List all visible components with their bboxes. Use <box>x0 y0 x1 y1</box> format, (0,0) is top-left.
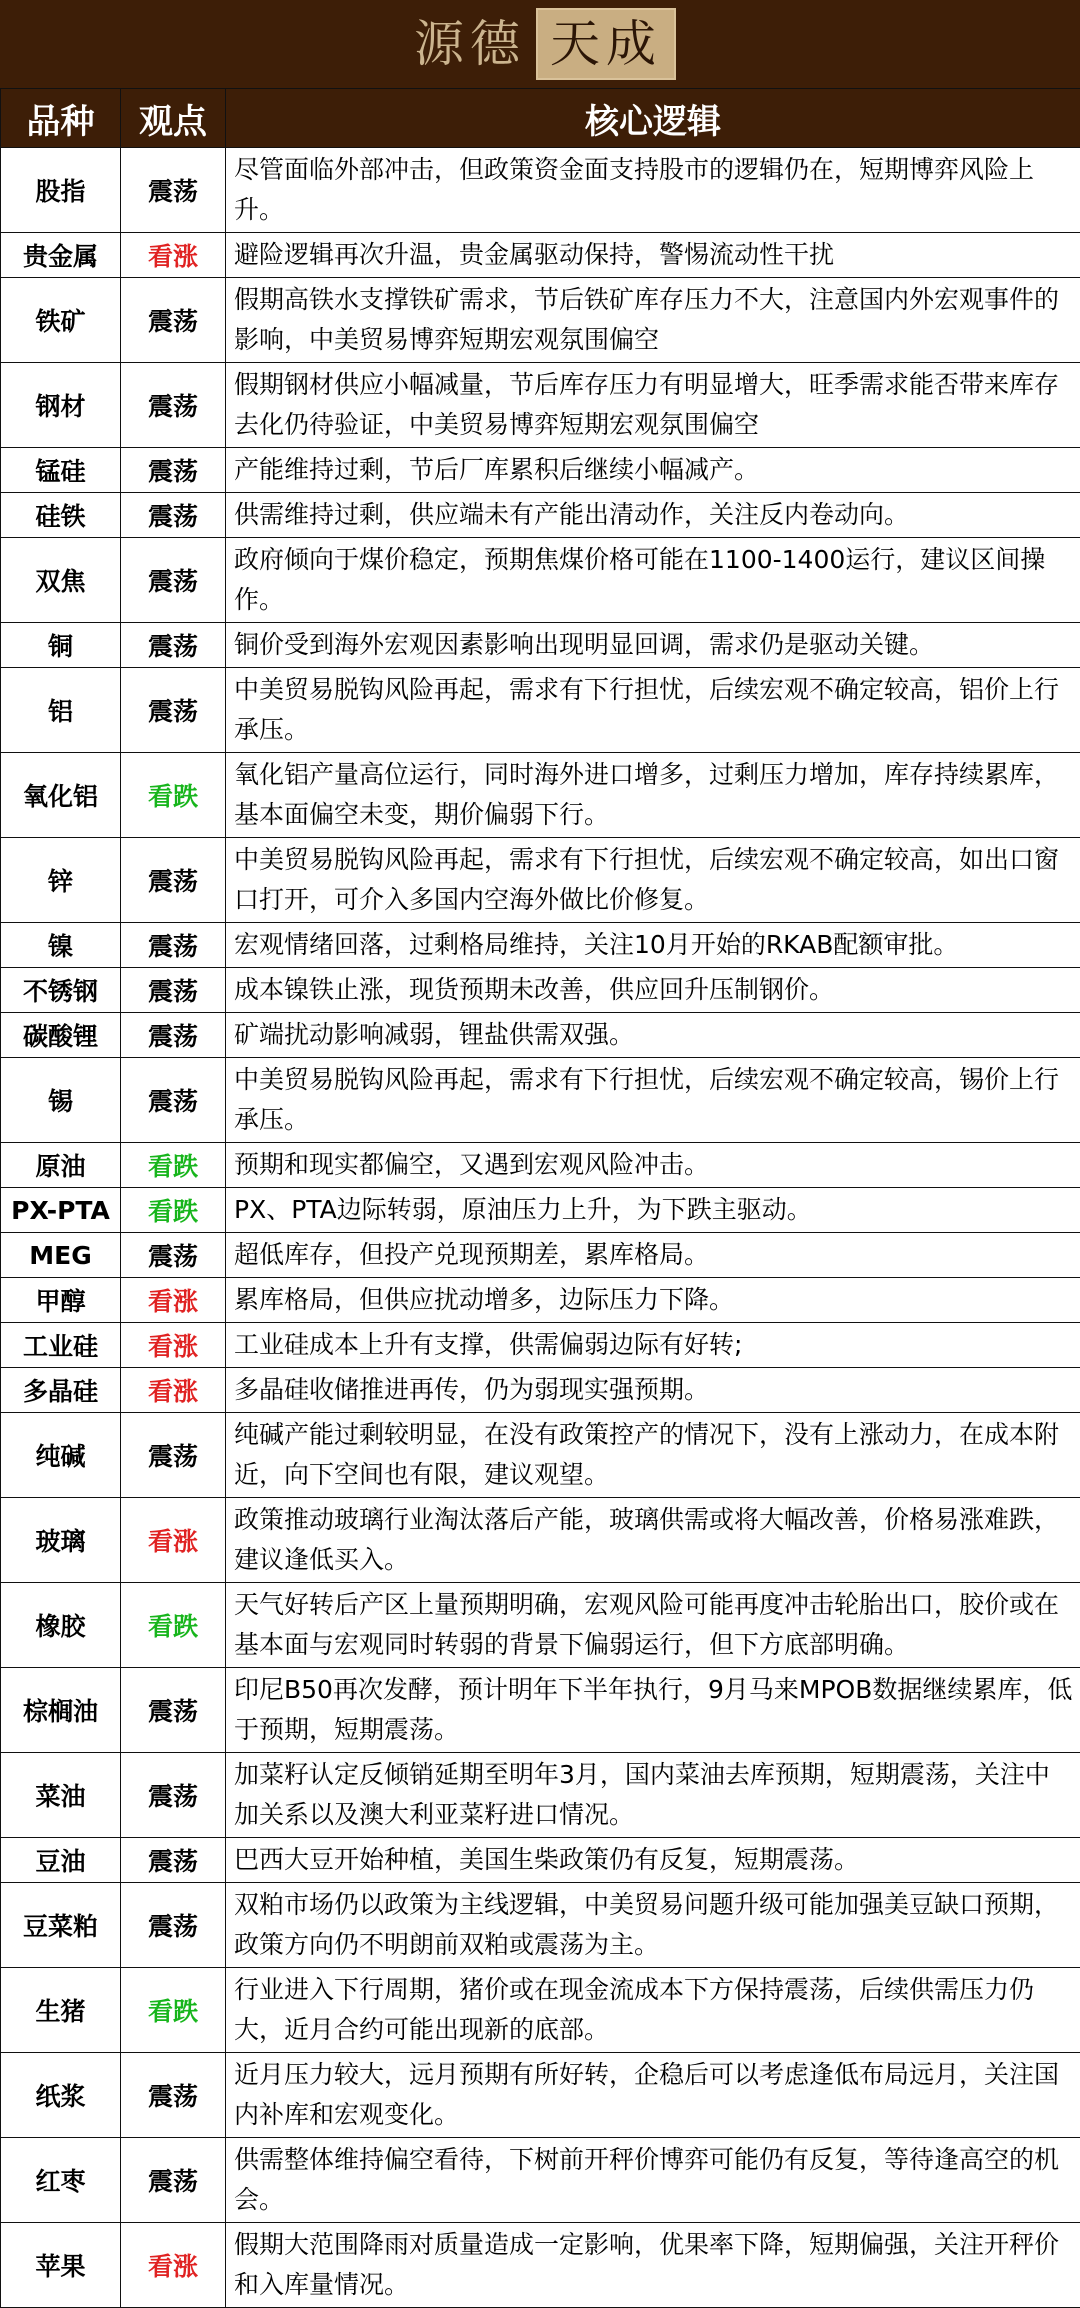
table-row <box>1 1753 1080 1838</box>
commodity-name: 氧化铝 <box>1 753 121 838</box>
commodity-name: 橡胶 <box>1 1583 121 1668</box>
view-badge: 看涨 <box>121 1368 226 1413</box>
core-logic-text: 近月压力较大，远月预期有所好转，企稳后可以考虑逢低布局远月，关注国内补库和宏观变化。 <box>226 2053 1080 2138</box>
view-badge: 看涨 <box>121 233 226 278</box>
table-row <box>1 1968 1080 2053</box>
table-row <box>1 623 1080 668</box>
commodity-name: 甲醇 <box>1 1278 121 1323</box>
core-logic-text: PX、PTA边际转弱，原油压力上升，为下跌主驱动。 <box>226 1188 1080 1233</box>
table-row <box>1 1188 1080 1233</box>
header-name: 品种 <box>1 89 121 148</box>
company-logo <box>404 9 676 79</box>
core-logic-text: 铜价受到海外宏观因素影响出现明显回调，需求仍是驱动关键。 <box>226 623 1080 668</box>
commodity-name: 硅铁 <box>1 493 121 538</box>
commodity-name: 玻璃 <box>1 1498 121 1583</box>
commodity-name: 镍 <box>1 923 121 968</box>
core-logic-text: 印尼B50再次发酵，预计明年下半年执行，9月马来MPOB数据继续累库，低于预期，短期震荡。 <box>226 1668 1080 1753</box>
commodity-name: 纯碱 <box>1 1413 121 1498</box>
commodity-name: 双焦 <box>1 538 121 623</box>
table-row <box>1 148 1080 233</box>
view-badge: 震荡 <box>121 278 226 363</box>
core-logic-text: 假期大范围降雨对质量造成一定影响，优果率下降，短期偏强，关注开秤价和入库量情况。 <box>226 2223 1080 2308</box>
view-badge: 震荡 <box>121 923 226 968</box>
commodity-name: 豆菜粕 <box>1 1883 121 1968</box>
core-logic-text: 双粕市场仍以政策为主线逻辑，中美贸易问题升级可能加强美豆缺口预期，政策方向仍不明朗前双粕或震荡为主。 <box>226 1883 1080 1968</box>
table-row <box>1 1058 1080 1143</box>
core-logic-text: 假期钢材供应小幅减量，节后库存压力有明显增大，旺季需求能否带来库存去化仍待验证，中美贸易博弈短期宏观氛围偏空 <box>226 363 1080 448</box>
core-logic-text: 超低库存，但投产兑现预期差，累库格局。 <box>226 1233 1080 1278</box>
view-badge: 震荡 <box>121 2053 226 2138</box>
commodity-name: 锡 <box>1 1058 121 1143</box>
core-logic-text: 成本镍铁止涨，现货预期未改善，供应回升压制钢价。 <box>226 968 1080 1013</box>
table-row <box>1 1413 1080 1498</box>
core-logic-text: 宏观情绪回落，过剩格局维持，关注10月开始的RKAB配额审批。 <box>226 923 1080 968</box>
table-row <box>1 363 1080 448</box>
view-badge: 看跌 <box>121 753 226 838</box>
core-logic-text: 工业硅成本上升有支撑，供需偏弱边际有好转; <box>226 1323 1080 1368</box>
commodity-views-table <box>0 88 1080 2308</box>
core-logic-text: 矿端扰动影响减弱，锂盐供需双强。 <box>226 1013 1080 1058</box>
table-row <box>1 1883 1080 1968</box>
table-row <box>1 233 1080 278</box>
view-badge: 看涨 <box>121 2223 226 2308</box>
commodity-name: 原油 <box>1 1143 121 1188</box>
view-badge: 看涨 <box>121 1278 226 1323</box>
commodity-name: 红枣 <box>1 2138 121 2223</box>
view-badge: 震荡 <box>121 1058 226 1143</box>
core-logic-text: 产能维持过剩，节后厂库累积后继续小幅减产。 <box>226 448 1080 493</box>
view-badge: 震荡 <box>121 1753 226 1838</box>
core-logic-text: 中美贸易脱钩风险再起，需求有下行担忧，后续宏观不确定较高，锡价上行承压。 <box>226 1058 1080 1143</box>
commodity-name: 生猪 <box>1 1968 121 2053</box>
table-row <box>1 1013 1080 1058</box>
table-row <box>1 1143 1080 1188</box>
table-row <box>1 923 1080 968</box>
commodity-name: 贵金属 <box>1 233 121 278</box>
core-logic-text: 加菜籽认定反倾销延期至明年3月，国内菜油去库预期，短期震荡，关注中加关系以及澳大利亚菜籽进口情况。 <box>226 1753 1080 1838</box>
view-badge: 震荡 <box>121 1413 226 1498</box>
core-logic-text: 中美贸易脱钩风险再起，需求有下行担忧，后续宏观不确定较高，如出口窗口打开，可介入多国内空海外做比价修复。 <box>226 838 1080 923</box>
core-logic-text: 预期和现实都偏空，又遇到宏观风险冲击。 <box>226 1143 1080 1188</box>
commodity-name: 棕榈油 <box>1 1668 121 1753</box>
view-badge: 震荡 <box>121 1838 226 1883</box>
core-logic-text: 供需整体维持偏空看待，下树前开秤价博弈可能仍有反复，等待逢高空的机会。 <box>226 2138 1080 2223</box>
view-badge: 看跌 <box>121 1583 226 1668</box>
core-logic-text: 政府倾向于煤价稳定，预期焦煤价格可能在1100-1400运行，建议区间操作。 <box>226 538 1080 623</box>
header-view: 观点 <box>121 89 226 148</box>
view-badge: 震荡 <box>121 1883 226 1968</box>
table-row <box>1 1583 1080 1668</box>
table-row <box>1 1278 1080 1323</box>
table-row <box>1 2053 1080 2138</box>
core-logic-text: 假期高铁水支撑铁矿需求，节后铁矿库存压力不大，注意国内外宏观事件的影响，中美贸易博弈短期宏观氛围偏空 <box>226 278 1080 363</box>
core-logic-text: 累库格局，但供应扰动增多，边际压力下降。 <box>226 1278 1080 1323</box>
table-row <box>1 1323 1080 1368</box>
commodity-name: 铝 <box>1 668 121 753</box>
commodity-name: PX-PTA <box>1 1188 121 1233</box>
commodity-name: 豆油 <box>1 1838 121 1883</box>
table-row <box>1 1668 1080 1753</box>
commodity-name: 苹果 <box>1 2223 121 2308</box>
commodity-name: 工业硅 <box>1 1323 121 1368</box>
view-badge: 震荡 <box>121 493 226 538</box>
view-badge: 看跌 <box>121 1968 226 2053</box>
commodity-name: 纸浆 <box>1 2053 121 2138</box>
view-badge: 震荡 <box>121 838 226 923</box>
view-badge: 震荡 <box>121 668 226 753</box>
core-logic-text: 避险逻辑再次升温，贵金属驱动保持，警惕流动性干扰 <box>226 233 1080 278</box>
commodity-name: MEG <box>1 1233 121 1278</box>
table-row <box>1 1233 1080 1278</box>
logo-text-left: 源德 <box>404 9 536 79</box>
view-badge: 看涨 <box>121 1498 226 1583</box>
table-row <box>1 2138 1080 2223</box>
table-row <box>1 493 1080 538</box>
table-row <box>1 1498 1080 1583</box>
view-badge: 震荡 <box>121 968 226 1013</box>
table-row <box>1 2223 1080 2308</box>
table-row <box>1 1368 1080 1413</box>
core-logic-text: 氧化铝产量高位运行，同时海外进口增多，过剩压力增加，库存持续累库，基本面偏空未变，期价偏弱下行。 <box>226 753 1080 838</box>
commodity-name: 锌 <box>1 838 121 923</box>
view-badge: 震荡 <box>121 623 226 668</box>
table-row <box>1 753 1080 838</box>
view-badge: 看跌 <box>121 1188 226 1233</box>
view-badge: 震荡 <box>121 538 226 623</box>
view-badge: 震荡 <box>121 2138 226 2223</box>
commodity-name: 铁矿 <box>1 278 121 363</box>
core-logic-text: 中美贸易脱钩风险再起，需求有下行担忧，后续宏观不确定较高，铝价上行承压。 <box>226 668 1080 753</box>
core-logic-text: 供需维持过剩，供应端未有产能出清动作，关注反内卷动向。 <box>226 493 1080 538</box>
table-row <box>1 968 1080 1013</box>
commodity-name: 碳酸锂 <box>1 1013 121 1058</box>
core-logic-text: 天气好转后产区上量预期明确，宏观风险可能再度冲击轮胎出口，胶价或在基本面与宏观同时转弱的背景下偏弱运行，但下方底部明确。 <box>226 1583 1080 1668</box>
core-logic-text: 多晶硅收储推进再传，仍为弱现实强预期。 <box>226 1368 1080 1413</box>
commodity-name: 铜 <box>1 623 121 668</box>
view-badge: 震荡 <box>121 148 226 233</box>
view-badge: 震荡 <box>121 1013 226 1058</box>
commodity-name: 多晶硅 <box>1 1368 121 1413</box>
table-row <box>1 668 1080 753</box>
commodity-name: 钢材 <box>1 363 121 448</box>
brand-banner <box>0 0 1080 88</box>
core-logic-text: 政策推动玻璃行业淘汰落后产能，玻璃供需或将大幅改善，价格易涨难跌，建议逢低买入。 <box>226 1498 1080 1583</box>
core-logic-text: 行业进入下行周期，猪价或在现金流成本下方保持震荡，后续供需压力仍大，近月合约可能出现新的底部。 <box>226 1968 1080 2053</box>
commodity-name: 锰硅 <box>1 448 121 493</box>
view-badge: 看跌 <box>121 1143 226 1188</box>
view-badge: 震荡 <box>121 1668 226 1753</box>
logo-text-right: 天成 <box>536 8 676 80</box>
commodity-name: 股指 <box>1 148 121 233</box>
table-row <box>1 278 1080 363</box>
table-row <box>1 1838 1080 1883</box>
core-logic-text: 纯碱产能过剩较明显，在没有政策控产的情况下，没有上涨动力，在成本附近，向下空间也有限，建议观望。 <box>226 1413 1080 1498</box>
view-badge: 震荡 <box>121 448 226 493</box>
table-header-row <box>1 89 1080 148</box>
view-badge: 震荡 <box>121 363 226 448</box>
view-badge: 震荡 <box>121 1233 226 1278</box>
view-badge: 看涨 <box>121 1323 226 1368</box>
table-row <box>1 838 1080 923</box>
commodity-name: 不锈钢 <box>1 968 121 1013</box>
header-logic: 核心逻辑 <box>226 89 1080 148</box>
commodity-name: 菜油 <box>1 1753 121 1838</box>
core-logic-text: 巴西大豆开始种植，美国生柴政策仍有反复，短期震荡。 <box>226 1838 1080 1883</box>
table-row <box>1 538 1080 623</box>
core-logic-text: 尽管面临外部冲击，但政策资金面支持股市的逻辑仍在，短期博弈风险上升。 <box>226 148 1080 233</box>
table-row <box>1 448 1080 493</box>
